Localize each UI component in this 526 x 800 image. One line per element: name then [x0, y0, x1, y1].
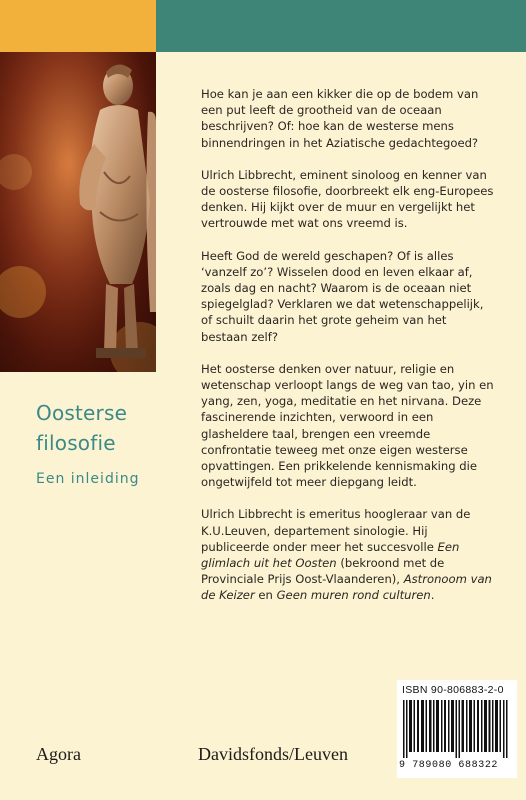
book-reference-3: Geen muren rond culturen: [276, 588, 431, 603]
blurb-paragraph-5: [201, 506, 495, 603]
statue-image: [0, 52, 156, 372]
isbn-text: ISBN 90-806883-2-0: [402, 684, 504, 696]
book-title-line2: filosofie: [36, 431, 116, 455]
barcode-number: 9 789080 688322: [399, 760, 499, 771]
blurb-paragraph-4: Het oosterse denken over natuur, religie en wetenschap verloopt langs de weg van tao, yin en yang, zen, yoga, meditatie en het nirvana. Deze fascinerende inzichten, verwoord in een glasheldere taal, brengen een vreemde confrontatie teweeg met onze eigen westerse opvattingen. Een prikkelende kennismaking die ongetwijfeld tot meer diepgang leidt.: [201, 361, 494, 490]
author-bio-part-c: en: [254, 588, 277, 603]
book-title-line1: Oosterse: [36, 401, 128, 425]
blurb-paragraph-3: Heeft God de wereld geschapen? Of is alles ‘vanzelf zo’? Wisselen dood en leven elkaar af, zoals dag en nacht? Waarom is de oceaan niet spiegelglad? Verklaren we dat wetenschappelijk, of schuilt daarin het grote geheim van het bestaan zelf?: [201, 248, 484, 344]
blurb-text: [201, 86, 495, 620]
barcode-icon: [403, 700, 511, 758]
blurb-paragraph-2: Ulrich Libbrecht, eminent sinoloog en kenner van de oosterse filosofie, doorbreekt elk eng-Europees denken. Hij kijkt over de muur en vergelijkt het vertrouwde met wat ons vreemd is.: [201, 167, 494, 231]
book-reference-2: Astronoom van de Keizer: [201, 572, 492, 603]
book-subtitle: Een inleiding: [36, 471, 140, 487]
publisher-davidsfonds: Davidsfonds/Leuven: [198, 744, 348, 764]
author-bio-part-d: .: [430, 588, 435, 603]
barcode-panel: [397, 680, 517, 778]
book-reference-1: Een glimlach uit het Oosten: [201, 539, 460, 571]
top-teal-band: [156, 0, 526, 52]
author-bio-part-b: (bekroond met de Provinciale Prijs Oost-Vlaanderen),: [201, 556, 445, 587]
author-bio-part-a: Ulrich Libbrecht is emeritus hoogleraar van de K.U.Leuven, departement sinologie. Hij publiceerde onder meer het succesvolle: [201, 507, 471, 554]
blurb-paragraph-1: Hoe kan je aan een kikker die op de bodem van een put leeft de grootheid van de oceaan beschrijven? Of: hoe kan de westerse mens binnendringen in het Aziatische gedachtegoed?: [201, 87, 479, 150]
top-orange-band: [0, 0, 156, 52]
cover-photo-statue: [0, 52, 156, 372]
publisher-agora: Agora: [36, 744, 81, 764]
book-title-block: [36, 398, 186, 490]
